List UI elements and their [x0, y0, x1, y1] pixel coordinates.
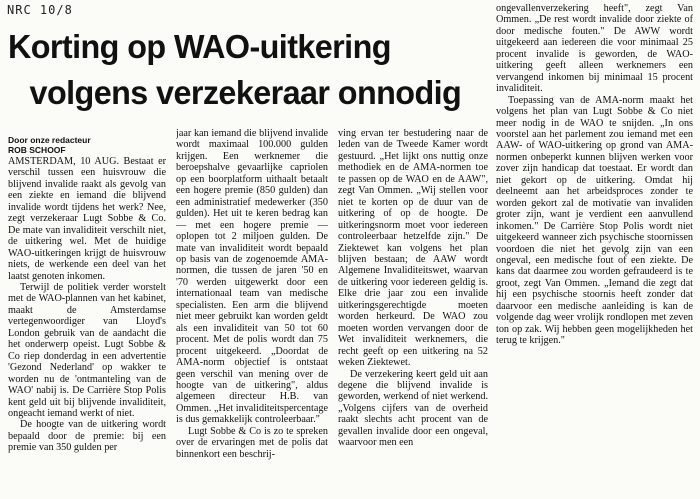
paragraph: Toepassing van de AMA-norm maakt het volgens het plan van Lugt Sobbe & Co niet meer nodig in de WAO te snijden. „In ons voorstel aan het parlement zou iemand met een AAW- of WAO-uitkering op grond van AMA-normen onbeperkt kunnen blijven werken voor zover zijn handicap dat toestaat. Er wordt dan niet gekort op de uitkering. Omdat hij deelneemt aan het arbeidsproces zonder te worden gekort zal de motivatie van invaliden groter zijn, want je verdient een aanvullend inkomen." De Carrière Stop Polis wordt niet uitgekeerd wanneer zich psychische stoornissen voordoen die niet het gevolg zijn van een ongeval, een medische fout of een ziekte. De kans dat daarmee zou worden gefraudeerd is te groot, zegt Van Ommen. „Iemand die zegt dat hij een psychische stoornis heeft zonder dat daarvoor een medische aanleiding is kan de volgende dag weer vrolijk rondlopen met zeven ton op zak. Wij hebben geen mogelijkheden het terug te krijgen.": [496, 94, 693, 347]
article-column-2: [176, 128, 328, 499]
byline-author: ROB SCHOOF: [8, 145, 66, 155]
paragraph: De hoogte van de uitkering wordt bepaald door de premie: bij een premie van 350 gulden per: [8, 419, 166, 454]
paragraph: ongevallenverzekering heeft", zegt Van Ommen. „De rest wordt invalide door ziekte of door medische fouten." De AWW wordt uitgekeerd aan iedereen die voor minimaal 25 procent invalide is geworden, de WAO-uitkering geeft alleen werknemers een vervangend inkomen bij minimaal 15 procent invaliditeit.: [496, 3, 693, 95]
byline-label: Door onze redacteur: [8, 135, 91, 145]
headline-line-1: Korting op WAO-uitkering: [8, 28, 391, 65]
paragraph: De verzekering keert geld uit aan degene die blijvend invalide is geworden, werkend of niet werkend. „Volgens cijfers van de overheid raakt slechts acht procent van de gevallen invalide door een ongeval, waarvoor men een: [338, 368, 488, 449]
headline: [8, 24, 468, 116]
article-column-3: [338, 128, 488, 499]
date-stamp: NRC 10/8: [7, 3, 73, 17]
article-column-4: [496, 3, 693, 499]
paragraph: Lugt Sobbe & Co is zo te spreken over de ervaringen met de polis dat binnenkort een beschrij-: [176, 425, 328, 460]
byline: [8, 135, 166, 155]
paragraph: Terwijl de politiek verder worstelt met de WAO-plannen van het kabinet, maakt de Amsterdamse vertegenwoordiger van Lloyd's London gebruik van de aandacht die het onderwerp opeist. Lugt Sobbe & Co riep donderdag in een advertentie 'Gezond Nederland' op wakker te worden nu de 'ontmanteling van de WAO' nabij is. De Carrière Stop Polis kent geld uit bij blijvende invaliditeit, ongeacht iemand werkt of niet.: [8, 281, 166, 419]
headline-line-2: volgens verzekeraar onnodig: [29, 74, 462, 111]
paragraph: ving ervan ter bestudering naar de leden van de Tweede Kamer wordt gestuurd. „Het lijkt ons nuttig onze methodiek en de AMA-normen toe te passen op de WAO en de AAW", zegt Van Ommen. „Wij stellen voor niet te korten op de duur van de uitkering of op de hoogte. De uitkeringsnorm moet voor iedereen controleerbaar hetzelfde zijn." De Ziektewet kan volgens het plan blijven bestaan; de AAW wordt Algemene Invaliditeitswet, waarvan de uitkering voor iedereen geldig is. Elke drie jaar zou een invalide uitkeringsgerechtigde moeten worden herkeurd. De WAO zou moeten worden vervangen door de Wet invaliditeit werknemers, die recht geeft op een uitkering na 52 weken Ziektewet.: [338, 128, 488, 369]
paragraph: jaar kan iemand die blijvend invalide wordt maximaal 100.000 gulden krijgen. Een werknemer die beroepshalve gevaarlijke capriolen op een boorplatform uithaalt betaalt een hogere premie (850 gulden) dan een administratief medewerker (350 gulden). Het uit te keren bedrag kan — met een hogere premie — oplopen tot 2 miljoen gulden. De mate van invaliditeit wordt bepaald op basis van de zogenoemde AMA-normen, die tussen de jaren '50 en '70 werden uitgewerkt door een internationaal team van medische specialisten. Een arm die blijvend niet meer gebruikt kan worden geldt als een invaliditeit van 50 tot 60 procent. Met de polis wordt dan 75 procent uitgekeerd. „Doordat de AMA-norm objectief is ontstaat geen verschil van mening over de hoogte van de uitkering", aldus algemeen directeur H.B. van Ommen. „Het invaliditeitspercentage is dus gemakkelijk controleerbaar.": [176, 128, 328, 426]
paragraph: AMSTERDAM, 10 AUG. Bestaat er verschil tussen een huisvrouw die blijvend invalide raakt als gevolg van een ziekte en iemand die blijvend invalide wordt tijdens het werk? Nee, zegt verzekeraar Lugt Sobbe & Co. De mate van invaliditeit verschilt niet, de uitkering wel. Met de huidige WAO-uitkeringen krijgt de huisvrouw niets, de werkende een deel van het laatst genoten inkomen.: [8, 156, 166, 282]
article-column-1: [8, 156, 166, 499]
